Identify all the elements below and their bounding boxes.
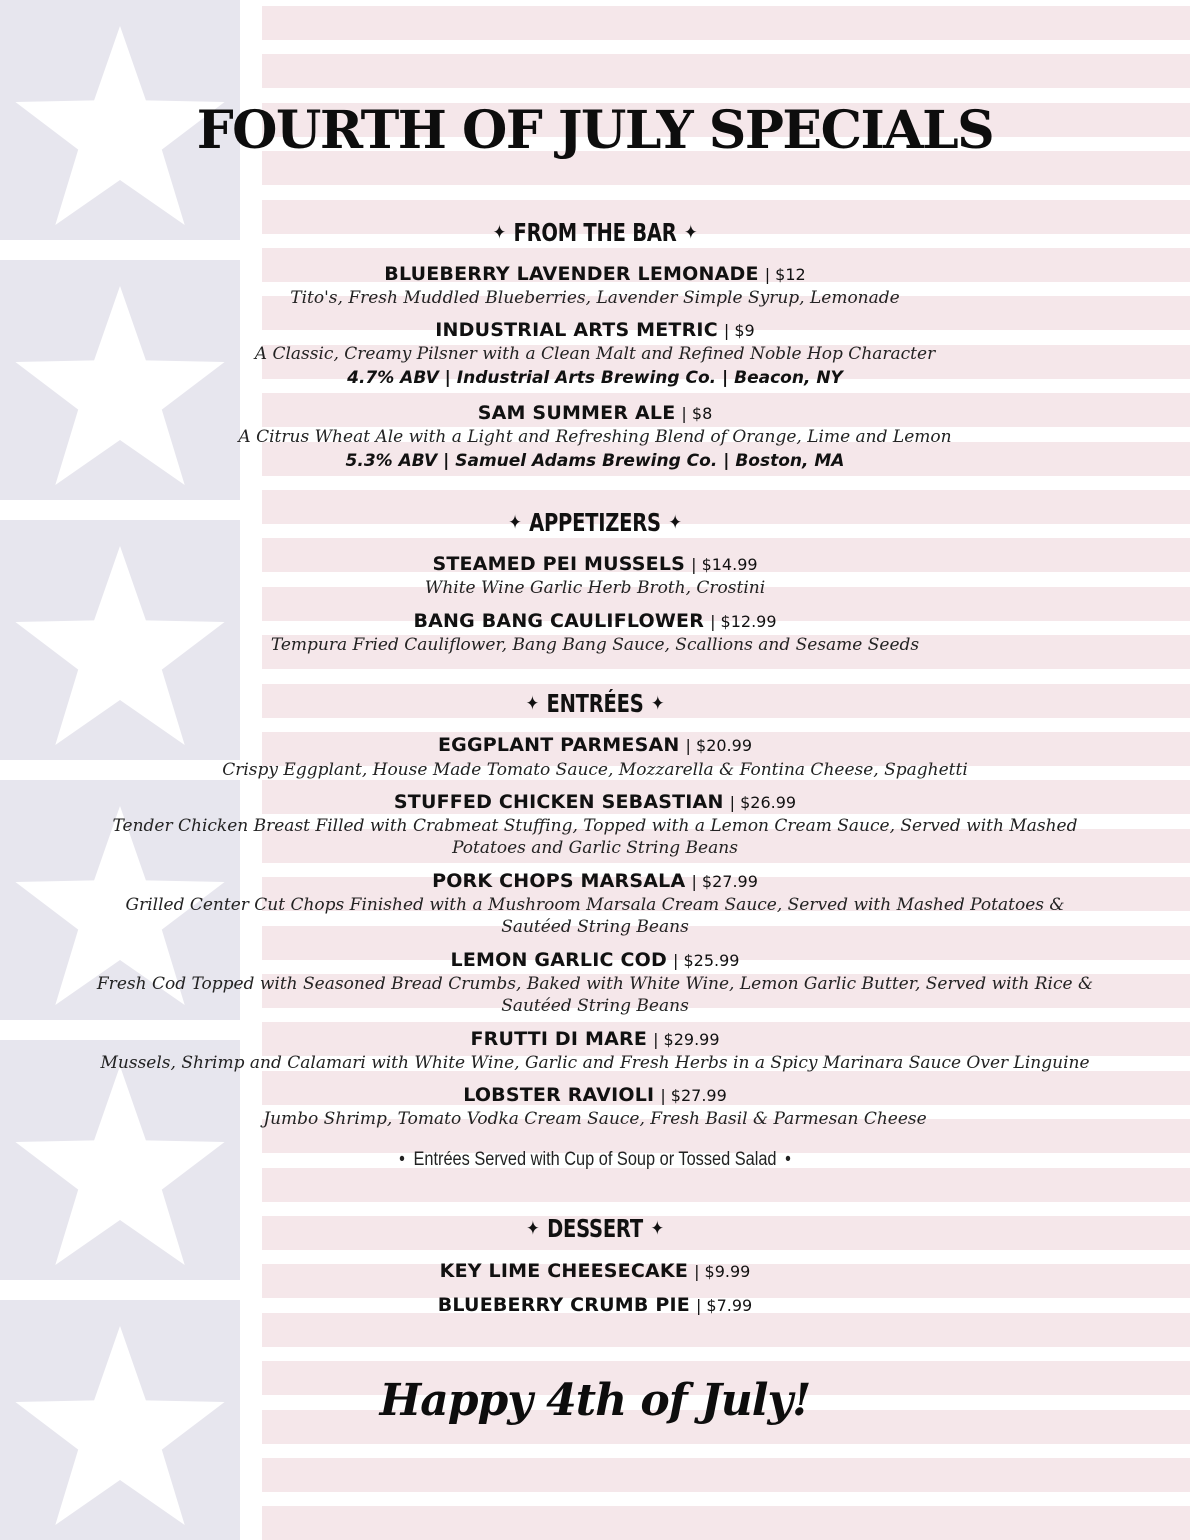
page-title: FOURTH OF JULY SPECIALS [196, 100, 994, 161]
item-description: Tempura Fried Cauliflower, Bang Bang Sauce, Scallions and Sesame Seeds [270, 635, 920, 655]
item-price: | $7.99 [695, 1296, 753, 1315]
four-point-sparkle-icon: ✦ [525, 691, 539, 715]
item-abv: 5.3% ABV | Samuel Adams Brewing Co. | Boston, MA [345, 451, 845, 471]
menu-item [0, 949, 1190, 971]
menu-item [0, 734, 1190, 756]
item-name: LEMON GARLIC COD [450, 949, 667, 971]
item-price: | $20.99 [685, 736, 752, 755]
item-price: | $12 [764, 265, 806, 284]
closing-greeting: Happy 4th of July! [379, 1375, 811, 1426]
item-description: White Wine Garlic Herb Broth, Crostini [424, 578, 766, 598]
item-description: Fresh Cod Topped with Seasoned Bread Crumbs, Baked with White Wine, Lemon Garlic Butter, Served with Rice & Sautéed String Beans [96, 974, 1094, 1016]
menu-item [0, 870, 1190, 892]
menu-item [0, 1294, 1190, 1316]
item-name: KEY LIME CHEESECAKE [439, 1260, 689, 1282]
four-point-sparkle-icon: ✦ [492, 220, 506, 244]
item-price: | $29.99 [653, 1030, 720, 1049]
menu-item [0, 1260, 1190, 1282]
section-heading-bar: ✦ FROM THE BAR ✦ [492, 218, 698, 247]
menu-item [0, 1084, 1190, 1106]
four-point-sparkle-icon: ✦ [508, 510, 522, 534]
section-heading-appetizers: ✦ APPETIZERS ✦ [508, 508, 682, 537]
item-price: | $9 [723, 321, 755, 340]
four-point-sparkle-icon: ✦ [651, 691, 665, 715]
item-name: STUFFED CHICKEN SEBASTIAN [393, 791, 724, 813]
item-name: STEAMED PEI MUSSELS [432, 553, 686, 575]
item-name: EGGPLANT PARMESAN [438, 734, 680, 756]
item-price: | $25.99 [672, 951, 740, 970]
menu-item [0, 791, 1190, 813]
menu-item [0, 1028, 1190, 1050]
item-name: BANG BANG CAULIFLOWER [413, 610, 705, 632]
section-heading-entrees: ✦ ENTRÉES ✦ [525, 689, 665, 718]
entree-note: • Entrées Served with Cup of Soup or Tossed Salad • [399, 1149, 791, 1170]
item-name: BLUEBERRY CRUMB PIE [437, 1294, 690, 1316]
item-description: Mussels, Shrimp and Calamari with White Wine, Garlic and Fresh Herbs in a Spicy Marinara Sauce Over Linguine [100, 1053, 1090, 1073]
bullet-icon: • [785, 1149, 791, 1170]
item-name: BLUEBERRY LAVENDER LEMONADE [384, 263, 759, 285]
item-price: | $27.99 [660, 1086, 727, 1105]
item-abv: 4.7% ABV | Industrial Arts Brewing Co. | Beacon, NY [347, 368, 843, 388]
bullet-icon: • [399, 1149, 405, 1170]
item-price: | $14.99 [691, 555, 758, 574]
item-description: A Classic, Creamy Pilsner with a Clean Malt and Refined Noble Hop Character [254, 344, 936, 364]
item-price: | $27.99 [691, 872, 758, 891]
four-point-sparkle-icon: ✦ [650, 1216, 664, 1240]
item-description: Tito's, Fresh Muddled Blueberries, Lavender Simple Syrup, Lemonade [290, 288, 900, 308]
menu-item [0, 319, 1190, 341]
item-name: LOBSTER RAVIOLI [463, 1084, 655, 1106]
four-point-sparkle-icon: ✦ [668, 510, 682, 534]
item-name: FRUTTI DI MARE [470, 1028, 648, 1050]
item-price: | $26.99 [729, 793, 797, 812]
menu-item [0, 263, 1190, 285]
item-description: Jumbo Shrimp, Tomato Vodka Cream Sauce, Fresh Basil & Parmesan Cheese [263, 1109, 927, 1129]
menu-item [0, 610, 1190, 632]
item-description: Grilled Center Cut Chops Finished with a Mushroom Marsala Cream Sauce, Served with Mashed Potatoes & Sautéed String Beans [125, 895, 1065, 937]
item-description: A Citrus Wheat Ale with a Light and Refreshing Blend of Orange, Lime and Lemon [238, 427, 952, 447]
item-name: SAM SUMMER ALE [477, 402, 676, 424]
menu-item [0, 402, 1190, 424]
item-price: | $9.99 [694, 1262, 751, 1281]
item-description: Crispy Eggplant, House Made Tomato Sauce, Mozzarella & Fontina Cheese, Spaghetti [222, 760, 968, 780]
item-description: Tender Chicken Breast Filled with Crabmeat Stuffing, Topped with a Lemon Cream Sauce, Served with Mashed Potatoes and Garlic String Beans [112, 816, 1078, 858]
item-price: | $12.99 [710, 612, 777, 631]
four-point-sparkle-icon: ✦ [526, 1216, 540, 1240]
item-price: | $8 [681, 404, 713, 423]
menu-item [0, 553, 1190, 575]
item-name: PORK CHOPS MARSALA [432, 870, 686, 892]
item-name: INDUSTRIAL ARTS METRIC [435, 319, 718, 341]
section-heading-dessert: ✦ DESSERT ✦ [526, 1214, 664, 1243]
four-point-sparkle-icon: ✦ [684, 220, 698, 244]
